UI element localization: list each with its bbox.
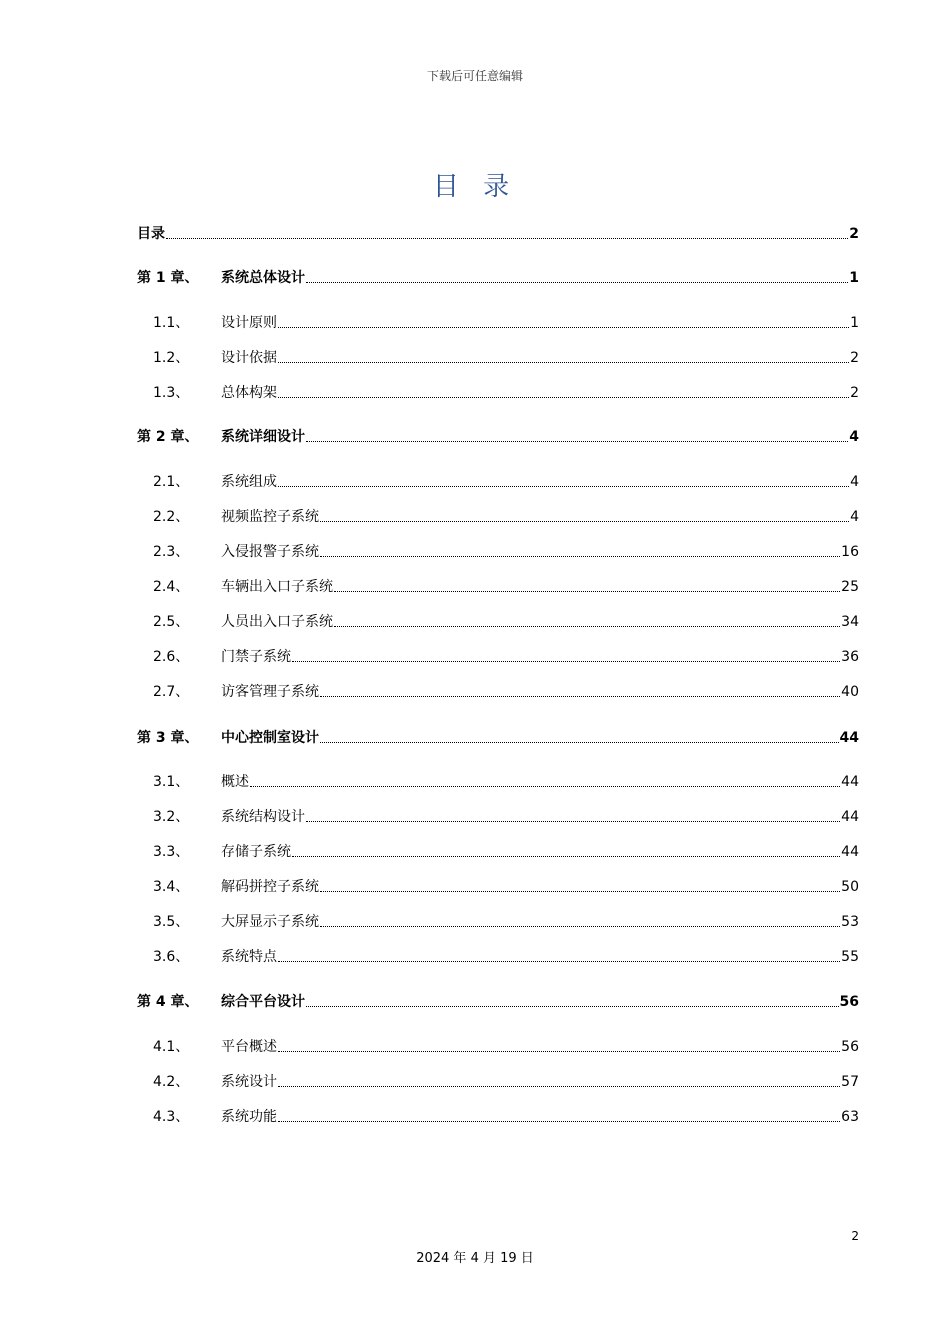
toc-chapter-entry[interactable] (137, 223, 859, 243)
toc-entry-number: 3.2、 (153, 809, 190, 825)
toc-entry-number: 4.3、 (153, 1109, 190, 1125)
toc-entry-page: 36 (841, 649, 859, 665)
toc-entry-page: 44 (839, 730, 859, 746)
toc-dot-leader (306, 1006, 839, 1007)
toc-section-entry[interactable] (137, 347, 859, 367)
toc-entry-number: 4.2、 (153, 1074, 190, 1090)
toc-entry-page: 40 (841, 684, 859, 700)
toc-dot-leader (278, 1051, 840, 1052)
toc-entry-page: 55 (841, 949, 859, 965)
toc-entry-number: 3.3、 (153, 844, 190, 860)
toc-entry-label: 系统详细设计 (221, 429, 305, 445)
toc-entry-label: 平台概述 (221, 1039, 277, 1055)
toc-entry-number: 2.6、 (153, 649, 190, 665)
toc-entry-page: 56 (839, 994, 859, 1010)
toc-section-entry[interactable] (137, 681, 859, 701)
toc-entry-page: 2 (849, 226, 859, 242)
toc-entry-page: 53 (841, 914, 859, 930)
toc-entry-number: 第 2 章、 (137, 429, 199, 445)
toc-entry-number: 4.1、 (153, 1039, 190, 1055)
toc-entry-page: 16 (841, 544, 859, 560)
toc-dot-leader (306, 282, 848, 283)
toc-title: 目 录 (432, 172, 518, 202)
toc-dot-leader (320, 521, 849, 522)
toc-entry-page: 4 (849, 429, 859, 445)
toc-section-entry[interactable] (137, 911, 859, 931)
toc-dot-leader (278, 1086, 840, 1087)
toc-entry-number: 3.6、 (153, 949, 190, 965)
toc-entry-page: 4 (850, 474, 859, 490)
toc-dot-leader (320, 926, 840, 927)
toc-chapter-entry[interactable] (137, 727, 859, 747)
toc-dot-leader (334, 591, 840, 592)
toc-dot-leader (306, 821, 840, 822)
toc-entry-label: 访客管理子系统 (221, 684, 319, 700)
toc-entry-number: 1.1、 (153, 315, 190, 331)
toc-dot-leader (166, 238, 848, 239)
toc-entry-page: 2 (850, 385, 859, 401)
toc-entry-label: 存储子系统 (221, 844, 291, 860)
toc-entry-page: 25 (841, 579, 859, 595)
toc-dot-leader (292, 856, 840, 857)
toc-section-entry[interactable] (137, 771, 859, 791)
toc-entry-number: 2.7、 (153, 684, 190, 700)
toc-entry-label: 入侵报警子系统 (221, 544, 319, 560)
toc-section-entry[interactable] (137, 312, 859, 332)
toc-entry-number: 第 4 章、 (137, 994, 199, 1010)
toc-entry-number: 第 1 章、 (137, 270, 199, 286)
toc-dot-leader (250, 786, 840, 787)
toc-section-entry[interactable] (137, 876, 859, 896)
header-note: 下载后可任意编辑 (426, 69, 523, 83)
toc-entry-number: 1.3、 (153, 385, 190, 401)
toc-section-entry[interactable] (137, 1036, 859, 1056)
toc-entry-number: 2.4、 (153, 579, 190, 595)
toc-entry-page: 2 (850, 350, 859, 366)
toc-entry-label: 目录 (137, 226, 165, 242)
toc-section-entry[interactable] (137, 506, 859, 526)
toc-section-entry[interactable] (137, 946, 859, 966)
toc-section-entry[interactable] (137, 841, 859, 861)
toc-entry-number: 1.2、 (153, 350, 190, 366)
toc-dot-leader (278, 1121, 840, 1122)
toc-entry-label: 总体构架 (221, 385, 277, 401)
toc-entry-page: 63 (841, 1109, 859, 1125)
toc-entry-label: 系统结构设计 (221, 809, 305, 825)
footer-date: 2024 年 4 月 19 日 (416, 1251, 534, 1266)
toc-entry-label: 车辆出入口子系统 (221, 579, 333, 595)
toc-entry-label: 设计原则 (221, 315, 277, 331)
toc-entry-number: 2.1、 (153, 474, 190, 490)
toc-entry-label: 系统设计 (221, 1074, 277, 1090)
toc-dot-leader (278, 961, 840, 962)
toc-entry-label: 系统组成 (221, 474, 277, 490)
toc-entry-label: 中心控制室设计 (221, 730, 319, 746)
toc-section-entry[interactable] (137, 541, 859, 561)
toc-entry-page: 34 (841, 614, 859, 630)
toc-entry-number: 2.3、 (153, 544, 190, 560)
toc-entry-page: 56 (841, 1039, 859, 1055)
toc-entry-number: 3.4、 (153, 879, 190, 895)
toc-entry-number: 2.2、 (153, 509, 190, 525)
toc-dot-leader (320, 556, 840, 557)
toc-entry-page: 1 (849, 270, 859, 286)
toc-entry-page: 57 (841, 1074, 859, 1090)
toc-entry-label: 综合平台设计 (221, 994, 305, 1010)
toc-entry-label: 人员出入口子系统 (221, 614, 333, 630)
toc-section-entry[interactable] (137, 611, 859, 631)
toc-entry-page: 44 (841, 844, 859, 860)
toc-entry-page: 1 (850, 315, 859, 331)
toc-dot-leader (278, 486, 849, 487)
toc-dot-leader (278, 362, 849, 363)
page-number: 2 (851, 1229, 859, 1243)
toc-entry-label: 门禁子系统 (221, 649, 291, 665)
toc-entry-label: 视频监控子系统 (221, 509, 319, 525)
toc-dot-leader (278, 397, 849, 398)
toc-entry-label: 解码拼控子系统 (221, 879, 319, 895)
toc-dot-leader (320, 891, 840, 892)
toc-entry-number: 3.5、 (153, 914, 190, 930)
toc-entry-number: 第 3 章、 (137, 730, 199, 746)
toc-dot-leader (278, 327, 849, 328)
toc-section-entry[interactable] (137, 471, 859, 491)
toc-dot-leader (334, 626, 840, 627)
toc-chapter-entry[interactable] (137, 426, 859, 446)
toc-dot-leader (320, 696, 840, 697)
toc-dot-leader (320, 742, 839, 743)
toc-entry-label: 概述 (221, 774, 249, 790)
toc-entry-label: 系统功能 (221, 1109, 277, 1125)
toc-section-entry[interactable] (137, 806, 859, 826)
toc-entry-label: 系统总体设计 (221, 270, 305, 286)
toc-entry-label: 系统特点 (221, 949, 277, 965)
toc-entry-label: 设计依据 (221, 350, 277, 366)
toc-entry-label: 大屏显示子系统 (221, 914, 319, 930)
toc-section-entry[interactable] (137, 646, 859, 666)
toc-section-entry[interactable] (137, 1071, 859, 1091)
toc-entry-page: 50 (841, 879, 859, 895)
toc-section-entry[interactable] (137, 382, 859, 402)
toc-entry-page: 44 (841, 809, 859, 825)
toc-entry-page: 4 (850, 509, 859, 525)
toc-dot-leader (292, 661, 840, 662)
toc-entry-number: 2.5、 (153, 614, 190, 630)
toc-chapter-entry[interactable] (137, 267, 859, 287)
toc-dot-leader (306, 441, 848, 442)
toc-entry-page: 44 (841, 774, 859, 790)
toc-chapter-entry[interactable] (137, 991, 859, 1011)
toc-section-entry[interactable] (137, 1106, 859, 1126)
toc-section-entry[interactable] (137, 576, 859, 596)
toc-entry-number: 3.1、 (153, 774, 190, 790)
